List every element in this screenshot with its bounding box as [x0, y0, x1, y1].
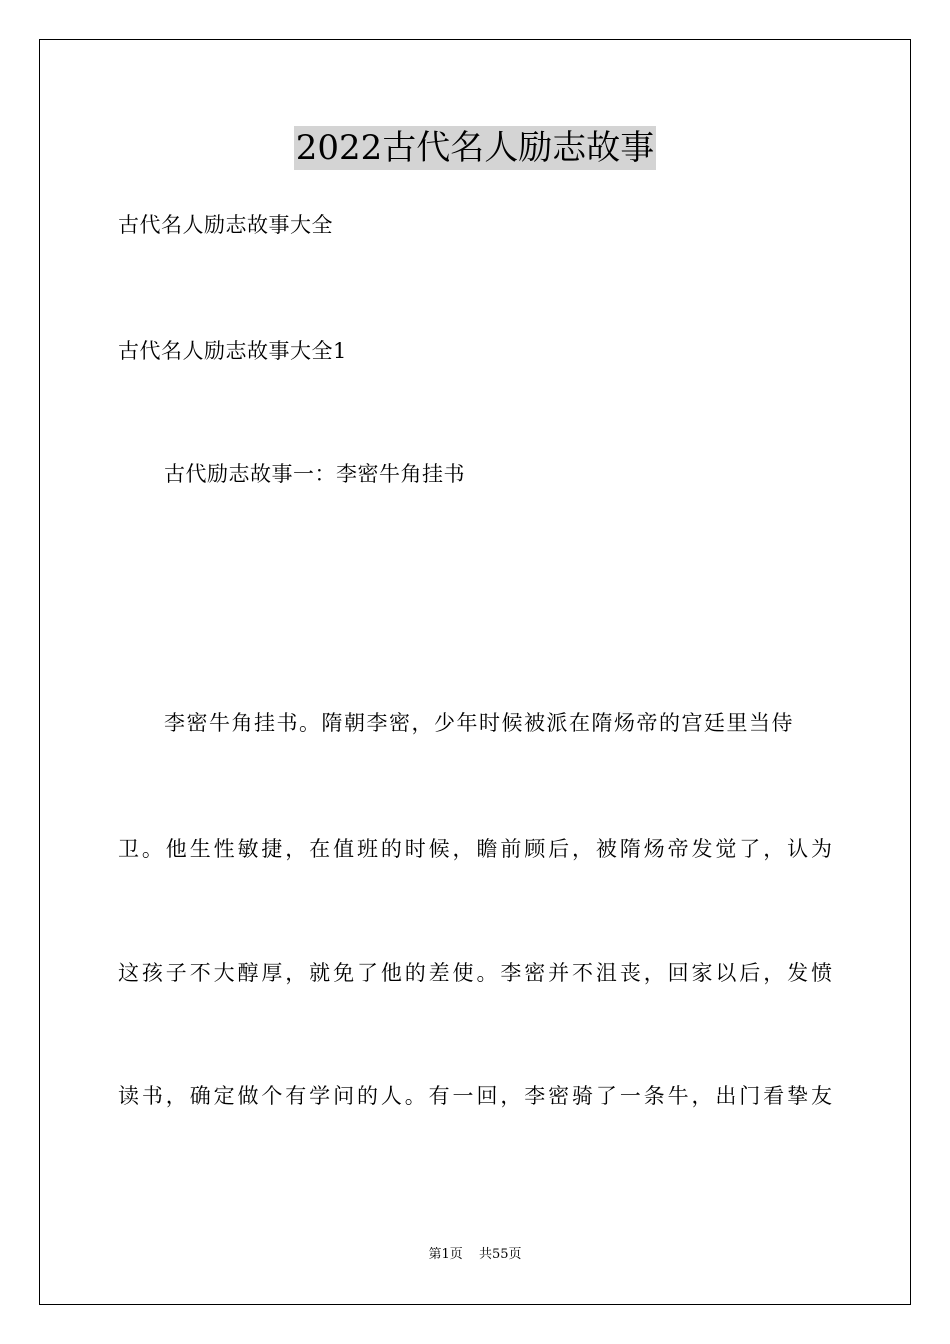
body-line-1: 李密牛角挂书。隋朝李密，少年时候被派在隋炀帝的宫廷里当侍 [164, 711, 794, 735]
page-footer [0, 1246, 950, 1264]
section-heading: 古代名人励志故事大全1 [118, 339, 347, 363]
total-pages: 共55页 [478, 1247, 522, 1262]
body-line-4: 读书，确定做个有学问的人。有一回，李密骑了一条牛，出门看挚友 [118, 1084, 832, 1108]
body-line-2: 卫。他生性敏捷，在值班的时候，瞻前顾后，被隋炀帝发觉了，认为 [118, 837, 832, 861]
document-title: 2022古代名人励志故事 [295, 128, 655, 168]
page-number: 第1页 [428, 1247, 463, 1262]
title-container [0, 126, 950, 170]
subtitle: 古代名人励志故事大全 [118, 213, 333, 237]
body-line-3: 这孩子不大醇厚，就免了他的差使。李密并不沮丧，回家以后，发愤 [118, 961, 832, 985]
story-heading: 古代励志故事一：李密牛角挂书 [164, 462, 465, 486]
